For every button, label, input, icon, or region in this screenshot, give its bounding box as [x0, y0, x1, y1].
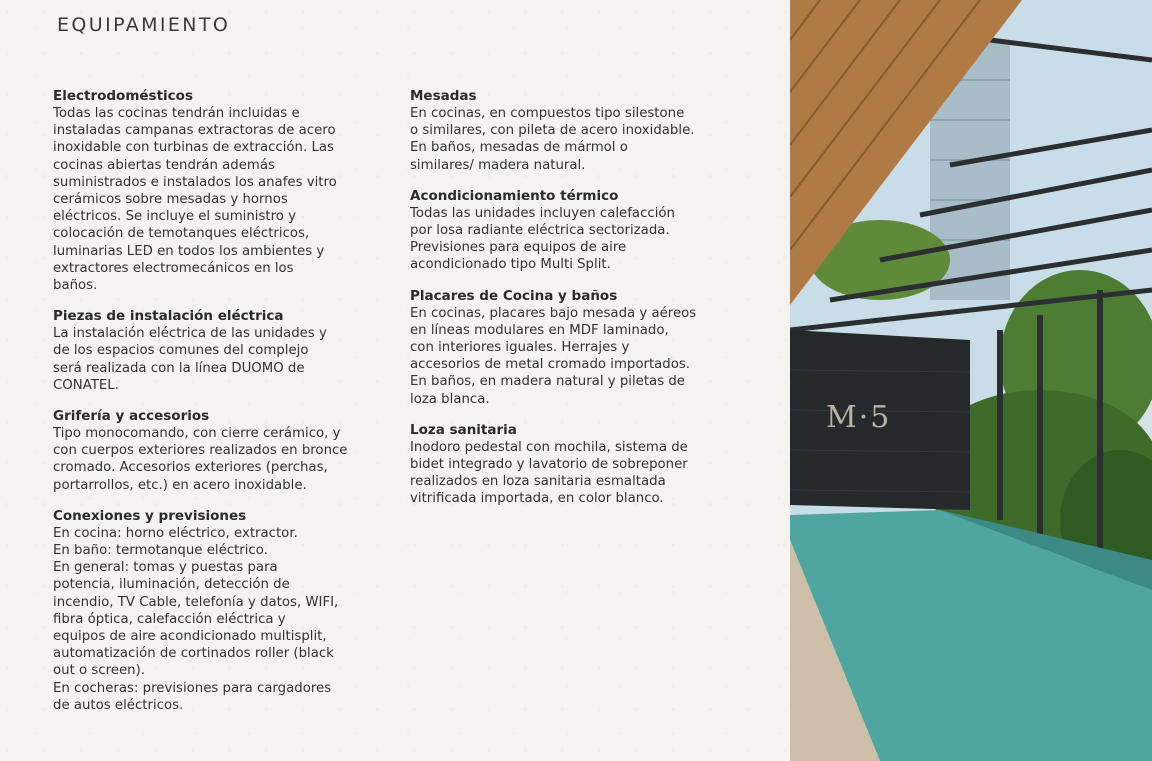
- text-line: portarrollos, etc.) en acero inoxidable.: [53, 477, 307, 493]
- section-title: Electrodomésticos: [53, 88, 193, 104]
- section-body: [53, 325, 373, 394]
- section-body: [53, 105, 373, 294]
- text-line: de los espacios comunes del complejo: [53, 343, 309, 359]
- section-placares: [410, 288, 740, 408]
- section-mesadas: [410, 88, 740, 174]
- section-title: Loza sanitaria: [410, 421, 517, 438]
- text-line: equipos de aire acondicionado multisplit,: [53, 629, 327, 645]
- brand-logo: M·5: [826, 400, 892, 435]
- left-column: [53, 88, 373, 728]
- section-acondicionamiento: [410, 188, 740, 274]
- pool-scene-illustration: [790, 0, 1152, 761]
- text-line: será realizada con la línea DUOMO de: [53, 360, 305, 376]
- text-line: potencia, iluminación, detección de: [53, 577, 290, 593]
- text-line: por losa radiante eléctrica sectorizada.: [410, 223, 670, 239]
- text-line: En cocina: horno eléctrico, extractor.: [53, 525, 298, 541]
- text-line: En baños, en madera natural y piletas de: [410, 374, 685, 390]
- text-line: Previsiones para equipos de aire: [410, 240, 627, 256]
- section-title: Piezas de instalación eléctrica: [53, 308, 284, 325]
- section-electrodomesticos: [53, 88, 373, 294]
- section-title: Conexiones y previsiones: [53, 507, 247, 524]
- section-body: [53, 425, 373, 494]
- text-line: cocinas abiertas tendrán además: [53, 157, 275, 173]
- text-line: En baño: termotanque eléctrico.: [53, 543, 268, 559]
- section-title: Mesadas: [410, 88, 477, 104]
- text-line: en líneas modulares en MDF laminado,: [410, 322, 669, 338]
- text-line: En baños, mesadas de mármol o: [410, 140, 628, 156]
- text-line: En cocinas, placares bajo mesada y aéreos: [410, 305, 697, 321]
- text-line: automatización de cortinados roller (black: [53, 646, 334, 662]
- text-line: cromado. Accesorios exteriores (perchas,: [53, 460, 328, 476]
- text-line: luminarias LED en todos los ambientes y: [53, 243, 325, 259]
- text-line: En cocheras: previsiones para cargadores: [53, 680, 332, 696]
- text-line: extractores electromecánicos en los: [53, 260, 294, 276]
- text-line: La instalación eléctrica de las unidades y: [53, 326, 327, 342]
- section-body: [53, 525, 373, 714]
- text-line: o similares, con pileta de acero inoxidable.: [410, 123, 695, 139]
- text-line: similares/ madera natural.: [410, 157, 586, 173]
- section-body: [410, 105, 740, 174]
- section-conexiones: [53, 508, 373, 714]
- text-line: vitrificada importada, en color blanco.: [410, 491, 664, 507]
- text-line: cerámicos sobre mesadas y hornos: [53, 192, 288, 208]
- text-line: de autos eléctricos.: [53, 697, 184, 713]
- text-line: realizados en loza sanitaria esmaltada: [410, 474, 666, 490]
- section-griferia: [53, 408, 373, 494]
- text-line: acondicionado tipo Multi Split.: [410, 257, 611, 273]
- section-body: [410, 439, 740, 508]
- text-line: Todas las cocinas tendrán incluidas e: [53, 106, 300, 121]
- text-line: Todas las unidades incluyen calefacción: [410, 205, 675, 221]
- section-body: [410, 205, 740, 274]
- text-line: fibra óptica, calefacción eléctrica y: [53, 611, 286, 627]
- text-line: Tipo monocomando, con cierre cerámico, y: [53, 426, 341, 442]
- section-title: Acondicionamiento térmico: [410, 187, 619, 204]
- section-piezas-electricas: [53, 308, 373, 394]
- section-loza-sanitaria: [410, 422, 740, 508]
- text-line: suministrados e instalados los anafes vitro: [53, 174, 337, 190]
- text-line: En general: tomas y puestas para: [53, 560, 278, 576]
- text-line: out o screen).: [53, 663, 145, 679]
- text-line: bidet integrado y lavatorio de sobreponer: [410, 457, 688, 473]
- section-body: [410, 305, 740, 408]
- section-title: Placares de Cocina y baños: [410, 287, 618, 304]
- text-line: CONATEL.: [53, 377, 119, 393]
- text-line: loza blanca.: [410, 391, 490, 407]
- right-column: [410, 88, 740, 522]
- text-line: instaladas campanas extractoras de acero: [53, 123, 336, 139]
- text-line: con cuerpos exteriores realizados en bronce: [53, 443, 348, 459]
- text-line: inoxidable con turbinas de extracción. Las: [53, 140, 334, 156]
- page-title: EQUIPAMIENTO: [57, 14, 231, 36]
- section-title: Grifería y accesorios: [53, 408, 210, 425]
- text-line: eléctricos. Se incluye el suministro y: [53, 209, 297, 225]
- text-line: colocación de temotanques eléctricos,: [53, 226, 310, 242]
- text-line: En cocinas, en compuestos tipo silestone: [410, 106, 685, 121]
- text-line: incendio, TV Cable, telefonía y datos, WIFI,: [53, 594, 339, 610]
- text-line: Inodoro pedestal con mochila, sistema de: [410, 439, 688, 455]
- text-line: baños.: [53, 278, 98, 294]
- pool-photo: [790, 0, 1152, 761]
- text-line: con interiores iguales. Herrajes y: [410, 340, 630, 356]
- text-line: accesorios de metal cromado importados.: [410, 357, 691, 373]
